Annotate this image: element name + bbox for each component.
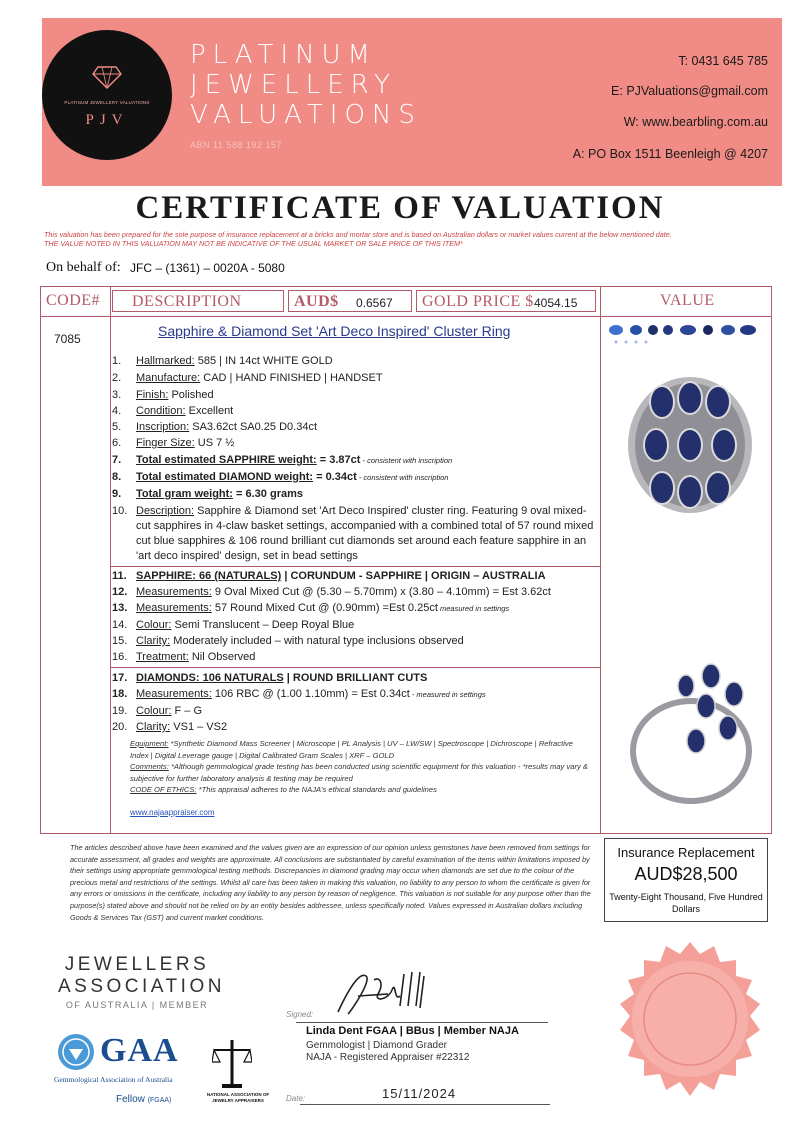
row-note: - measured in settings	[409, 690, 486, 699]
sapphire-row	[112, 602, 509, 614]
fellow-abbr: (FGAA)	[147, 1097, 172, 1104]
row-key: Clarity:	[136, 635, 171, 647]
naja-website-link[interactable]: www.najaappraiser.com	[130, 808, 215, 817]
fellow-text: Fellow	[116, 1094, 145, 1105]
gemstone-swatches	[606, 320, 766, 350]
row-key: Total estimated SAPPHIRE weight:	[136, 454, 317, 466]
row-value: 57 Round Mixed Cut @ (0.90mm) =Est 0.25ct	[211, 602, 438, 614]
row-note: - consistent with inscription	[360, 456, 453, 465]
handwritten-signature	[330, 966, 440, 1022]
aud-rate: 0.6567	[356, 296, 393, 310]
legal-disclaimer: The articles described above have been examined and the values given are an expression of our opinion unless gemstones have been removed from settings for accurate assessment, all grades and weights are approximate. All conclusions are substantiated by careful examination of the items within limitations imposed by their settings using appropriate gemmological testing methods. Discrepancies in diamond grading may occur when diamonds are set due to the colour of the precious metal and restrictions of the settings. Whilst all care has been taken in making this valuation, no liability to any person to whom the certificate is given for any errors or omissions in the certificate, including any liability to any person by reason of negligence. This valuation is not suitable for any purpose other than the purpose(s) stated above and should not be relied on by an entity besides addressee, unless specifically noted. Values expressed in Australian dollars including Goods & Services Tax (GST) and current market conditions.	[70, 843, 591, 922]
gold-price: 4054.15	[534, 296, 578, 310]
row-key: Description:	[136, 505, 195, 517]
header-gold-price: GOLD PRICE $	[422, 293, 534, 310]
row-value: Moderately included – with natural type inclusions observed	[170, 635, 464, 647]
jaa-member-logo	[58, 954, 225, 1010]
row-value: US 7 ½	[194, 437, 235, 449]
row-number: 5.	[112, 421, 122, 433]
date-line	[300, 1104, 550, 1105]
date-label: Date:	[286, 1094, 306, 1103]
row-number: 18.	[112, 688, 128, 700]
naja-fullname: NATIONAL ASSOCIATION OF JEWELRY APPRAISERS	[206, 1092, 270, 1103]
disclaimer-line: This valuation has been prepared for the sole purpose of insurance replacement at a bricks and mortar store and is based on Australian dollars or market values current at the below mentioned date.	[44, 230, 672, 239]
row-value: | CORUNDUM - SAPPHIRE | ORIGIN – AUSTRALIA	[281, 570, 546, 582]
row-number: 6.	[112, 437, 122, 449]
email-address[interactable]: E: PJValuations@gmail.com	[611, 84, 768, 98]
row-value: Semi Translucent – Deep Royal Blue	[171, 619, 355, 631]
diamond-icon	[92, 63, 122, 89]
row-number: 7.	[112, 454, 122, 466]
row-key: Condition:	[136, 405, 186, 417]
row-key: Finish:	[136, 389, 169, 401]
row-number: 1.	[112, 355, 122, 367]
spec-row	[112, 421, 317, 433]
row-number: 17.	[112, 672, 128, 684]
row-key: DIAMONDS: 106 NATURALS	[136, 672, 284, 684]
row-note: - consistent with inscription	[356, 473, 449, 482]
postal-address: A: PO Box 1511 Beenleigh @ 4207	[572, 147, 768, 161]
abn-number: ABN 11 588 192 157	[190, 140, 282, 150]
table-header-divider	[40, 316, 772, 317]
row-value: SA3.62ct SA0.25 D0.34ct	[189, 421, 318, 433]
row-key: Measurements:	[136, 602, 212, 614]
row-value: F – G	[171, 705, 203, 717]
diamond-row	[112, 672, 427, 684]
row-number: 2.	[112, 372, 122, 384]
row-value: Polished	[168, 389, 214, 401]
brand-name	[190, 40, 422, 130]
row-key: Colour:	[136, 705, 172, 717]
gaa-emblem-icon	[56, 1032, 96, 1072]
gaa-fullname: Gemmological Association of Australia	[54, 1075, 173, 1084]
spec-row	[112, 372, 383, 384]
row-value: 106 RBC @ (1.00 1.10mm) = Est 0.34ct	[211, 688, 410, 700]
jaa-line: JEWELLERS	[64, 954, 210, 975]
diamond-row	[112, 705, 202, 717]
brand-line: PLATINUM	[190, 40, 377, 70]
row-number: 19.	[112, 705, 128, 717]
sapphire-row	[112, 651, 255, 663]
header-aud: AUD$	[294, 293, 339, 310]
on-behalf-value: JFC – (1361) – 0020A - 5080	[130, 261, 285, 275]
row-number: 12.	[112, 586, 128, 598]
description-row	[112, 504, 600, 564]
comments-label: Comments:	[130, 762, 169, 771]
signer-title: Gemmologist | Diamond Grader	[306, 1040, 447, 1051]
row-number: 8.	[112, 471, 122, 483]
row-value: 9 Oval Mixed Cut @ (5.30 – 5.70mm) x (3.80 – 4.10mm) = Est 3.62ct	[211, 586, 551, 598]
row-value: = 6.30 grams	[232, 488, 303, 500]
comments-text: *Although gemmological grade testing has been conducted using scientific equipment for this valuation - *results may vary & subjective for further laboratory analysis & testing may be required	[130, 762, 588, 783]
signer-registration: NAJA - Registered Appraiser #22312	[306, 1052, 470, 1063]
description-text	[112, 504, 600, 564]
row-note: measured in settings	[437, 604, 510, 613]
signer-credentials	[306, 1040, 469, 1064]
row-number: 9.	[112, 488, 122, 500]
row-key: Colour:	[136, 619, 172, 631]
insurance-amount-words: Twenty-Eight Thousand, Five Hundred Dollars	[609, 892, 763, 914]
row-key: SAPPHIRE: 66 (NATURALS)	[136, 570, 282, 582]
row-key: Measurements:	[136, 586, 212, 598]
row-key: Measurements:	[136, 688, 212, 700]
spec-row	[112, 405, 233, 417]
row-value: Nil Observed	[188, 651, 256, 663]
insurance-label: Insurance Replacement	[617, 845, 755, 860]
section-divider	[110, 667, 600, 668]
row-key: Finger Size:	[136, 437, 195, 449]
row-key: Total estimated DIAMOND weight:	[136, 471, 314, 483]
row-number: 3.	[112, 389, 122, 401]
row-number: 15.	[112, 635, 128, 647]
spec-row	[112, 437, 234, 449]
spec-row	[112, 389, 214, 401]
equipment-text: *Synthetic Diamond Mass Screener | Microscope | PL Analysis | UV – LW/SW | Spectroscope | Dichroscope | Refractive Index | Digital Leverage gauge | Digital Calibrated Gram Scales | XRF – GOLD	[130, 739, 573, 760]
logo-tagline: PLATINUM JEWELLERY VALUATIONS	[64, 100, 150, 105]
row-key: Hallmarked:	[136, 355, 195, 367]
signature-line	[296, 1022, 548, 1023]
jaa-member-line: OF AUSTRALIA | MEMBER	[65, 1000, 209, 1010]
row-number: 10.	[112, 505, 128, 517]
document-title: CERTIFICATE OF VALUATION	[135, 190, 665, 226]
signed-label: Signed:	[286, 1010, 314, 1019]
row-value: Excellent	[185, 405, 234, 417]
row-key: Manufacture:	[136, 372, 201, 384]
on-behalf-label: On behalf of:	[46, 260, 121, 275]
row-number: 4.	[112, 405, 122, 417]
valuation-disclaimer	[44, 230, 774, 248]
column-divider	[110, 286, 111, 834]
row-value: CAD | HAND FINISHED | HANDSET	[200, 372, 383, 384]
insurance-amount: AUD$28,500	[634, 864, 738, 884]
diamond-row	[112, 688, 486, 700]
sapphire-row	[112, 570, 546, 582]
pjv-logo	[42, 30, 172, 160]
equipment-notes	[130, 738, 592, 796]
header-value: VALUE	[660, 292, 715, 309]
ring-top-view	[620, 370, 760, 520]
valuation-date: 15/11/2024	[382, 1086, 457, 1101]
row-value: | ROUND BRILLIANT CUTS	[283, 672, 428, 684]
row-value: = 0.34ct	[313, 471, 357, 483]
row-number: 11.	[112, 570, 127, 582]
row-key: Clarity:	[136, 721, 171, 733]
equipment-label: Equipment:	[130, 739, 169, 748]
ethics-label: CODE OF ETHICS:	[130, 785, 197, 794]
row-key: Treatment:	[136, 651, 189, 663]
brand-line: JEWELLERY	[190, 70, 397, 100]
row-number: 20.	[112, 721, 128, 733]
gaa-logo: GAA	[100, 1032, 179, 1069]
brand-line: VALUATIONS	[190, 100, 422, 130]
sapphire-row	[112, 619, 354, 631]
naja-scales-icon	[212, 1036, 252, 1090]
column-divider	[600, 286, 601, 834]
header-description: DESCRIPTION	[132, 293, 242, 310]
ethics-text: *This appraisal adheres to the NAJA's ethical standards and guidelines	[196, 785, 437, 794]
row-key: Inscription:	[136, 421, 190, 433]
letterhead	[42, 18, 782, 186]
ring-side-view	[616, 656, 766, 816]
website-link[interactable]: W: www.bearbling.com.au	[623, 115, 768, 129]
sapphire-row	[112, 635, 464, 647]
phone-number: T: 0431 645 785	[678, 54, 768, 68]
header-code: CODE#	[46, 292, 101, 309]
row-value: 585 | IN 14ct WHITE GOLD	[194, 355, 333, 367]
sapphire-row	[112, 586, 551, 598]
row-value: VS1 – VS2	[170, 721, 228, 733]
signer-name: Linda Dent FGAA | BBus | Member NAJA	[306, 1025, 519, 1037]
logo-initials: PJV	[85, 112, 129, 128]
row-key: Total gram weight:	[136, 488, 233, 500]
row-number: 16.	[112, 651, 128, 663]
spec-row	[112, 471, 448, 483]
disclaimer-line: THE VALUE NOTED IN THIS VALUATION MAY NOT BE INDICATIVE OF THE USUAL MARKET OR SALE PRICE OF THIS ITEM*	[44, 239, 463, 248]
row-number: 14.	[112, 619, 128, 631]
fellow-designation	[116, 1094, 171, 1105]
embossed-seal	[610, 940, 770, 1100]
item-title: Sapphire & Diamond Set 'Art Deco Inspired' Cluster Ring	[158, 323, 511, 339]
row-value: = 3.87ct	[316, 454, 361, 466]
spec-row	[112, 454, 452, 466]
section-divider	[110, 566, 600, 567]
row-value: Sapphire & Diamond set 'Art Deco Inspired' cluster ring. Featuring 9 oval mixed-cut sapphires in 4-claw basket settings, accompanied with a combined total of 57 round mixed cut blue sapphires & 106 round brilliant cut diamonds set around each feature sapphire in an 'art deco inspired' design, set in bead settings	[136, 505, 594, 562]
jaa-line: ASSOCIATION	[58, 976, 225, 997]
insurance-replacement-box	[604, 838, 768, 922]
item-code: 7085	[54, 332, 81, 346]
spec-row	[112, 355, 333, 367]
row-number: 13.	[112, 602, 128, 614]
diamond-row	[112, 721, 227, 733]
spec-row	[112, 488, 303, 500]
